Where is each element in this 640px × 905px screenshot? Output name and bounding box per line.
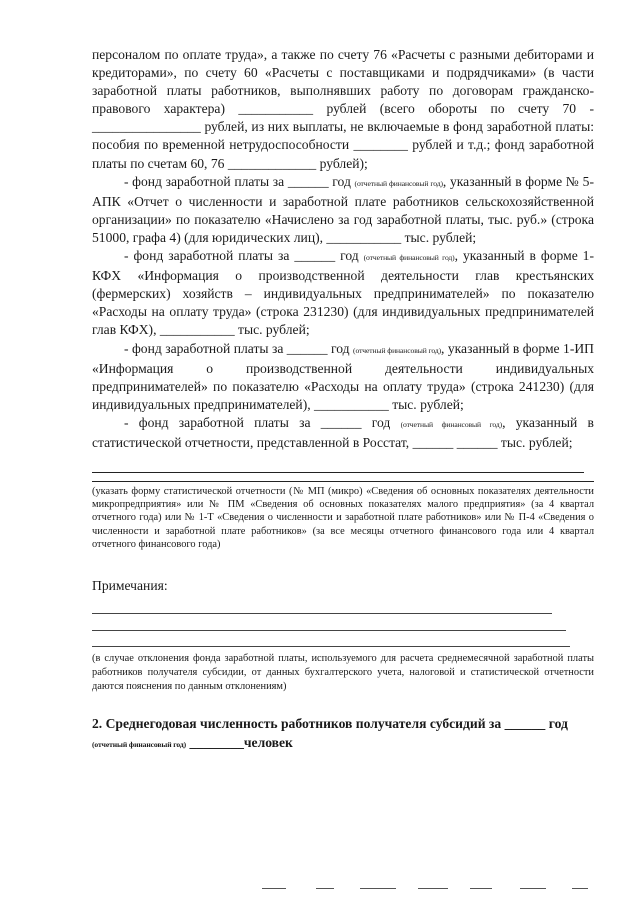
paragraph-1kfh [92,247,594,339]
paragraph-rosstat [92,414,594,452]
notes-line-3 [92,636,570,647]
statistical-form-caption: (указать форму статистической отчетности (№ МП (микро) «Сведения об основных показателях деятельности микропредприятия» или № ПМ «Сведения об основных показателях малого предприятия» (за 4 квартал отчетного года) или № 1-Т «Сведения о численности и заработной плате работников» или № П-4 «Сведения о численности и заработной плате работников» (за все месяцы отчетного финансового года или 4 квартал отчетного финансового года) [92,481,594,551]
notes-line-2 [92,620,566,631]
text: - фонд заработной платы за ______ год [124,414,401,430]
small-note: (отчетный финансовый год) [353,345,442,355]
paragraph-5apk [92,173,594,247]
text: ________человек [186,735,293,751]
text: , указанный в форме 1-ИП «Информация о производственной деятельности индивидуальных предпринимателей» по показателю «Расходы на оплату труда» (строка 241230) (для индивидуальных предпринимателей), ___________ тыс. рублей; [92,340,594,412]
footer-scan-marks [0,888,640,894]
text: , указанный в статистической отчетности, представленной в Росстат, ______ ______ тыс. рублей; [92,414,594,450]
text: - фонд заработной платы за ______ год [124,173,355,189]
notes-label: Примечания: [92,578,168,594]
text: , указанный в форме № 5-АПК «Отчет о численности и заработной плате работников сельскохозяйственной организации» по показателю «Начислено за год заработной платы, тыс. руб.» (строка 51000, графа 4) (для юридических лиц), ___________ тыс. рублей; [92,173,594,245]
paragraph-payroll-accounts: персоналом по оплате труда», а также по счету 76 «Расчеты с разными дебиторами и кредиторами», по счету 60 «Расчеты с поставщиками и подрядчиками» (в части заработной платы работников, выполнявших работу по договорам гражданско-правового характера) ___________ рублей (всего обороты по счету 70 - ________________ рублей, из них выплаты, не включаемые в фонд заработной платы: пособия по временной нетрудоспособности ________ рублей и т.д.; фонд заработной платы по счетам 60, 76 _____________ рублей); [92,47,594,171]
text: 2. Среднегодовая численность работников получателя субсидий за ______ год [92,716,568,732]
deviation-caption: (в случае отклонения фонда заработной платы, используемого для расчета среднемесячной заработной платы работников получателя субсидии, от данных бухгалтерского учета, налоговой и статистической отчетности даются пояснения по данным отклонениям) [92,653,594,693]
section-2-heading [92,714,594,754]
fill-in-line [92,458,584,473]
notes-line-1 [92,603,552,614]
paragraph-1ip [92,340,594,414]
small-note: (отчетный финансовый год) [400,419,503,429]
text: , указанный в форме 1-КФХ «Информация о производственной деятельности глав крестьянских (фермерских) хозяйств – индивидуальных предпринимателей» по показателю «Расходы на оплату труда» (строка 231230) (для индивидуальных предпринимателей глав КФХ), ___________ тыс. рублей; [92,248,595,338]
small-note: (отчетный финансовый год) [354,178,443,188]
document-page [92,46,594,754]
text: - фонд заработной платы за ______ год [124,340,354,356]
small-note: (отчетный финансовый год) [363,253,455,263]
main-text [92,46,594,452]
small-note: (отчетный финансовый год) [92,740,187,750]
text: - фонд заработной платы за ______ год [124,248,364,264]
